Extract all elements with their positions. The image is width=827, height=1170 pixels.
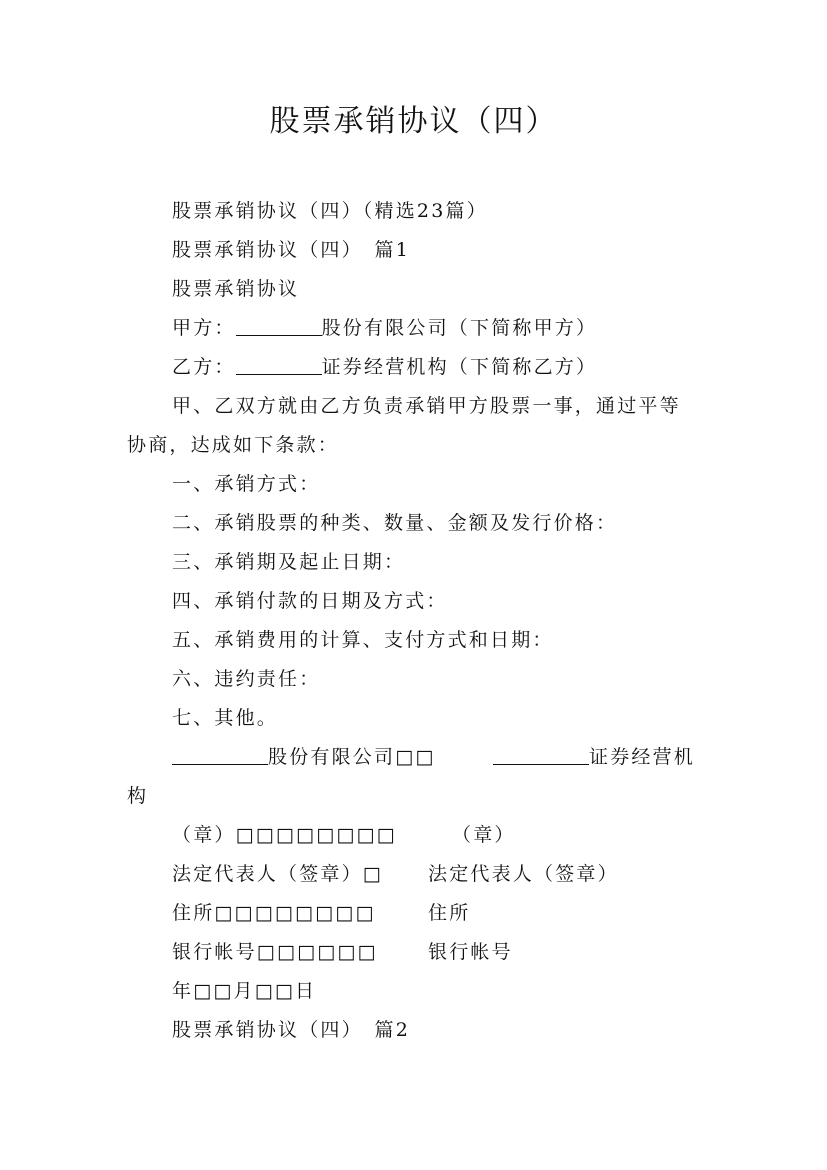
article-1-heading: 股票承销协议（四） 篇1 bbox=[172, 239, 410, 261]
sign-left-company: 股份有限公司□□ bbox=[268, 746, 436, 768]
signature-right-company bbox=[493, 744, 695, 770]
clause-1: 一、承销方式： bbox=[172, 473, 321, 495]
rep-right: 法定代表人（签章） bbox=[428, 863, 619, 885]
bank-right: 银行帐号 bbox=[428, 941, 513, 963]
seal-right: （章） bbox=[452, 824, 516, 846]
party-a-line bbox=[172, 315, 597, 341]
seal-left: （章）□□□□□□□□ bbox=[172, 824, 397, 846]
article-2-heading: 股票承销协议（四） 篇2 bbox=[172, 1019, 410, 1041]
preamble-line-2: 协商，达成如下条款： bbox=[127, 434, 340, 456]
party-a-suffix: 股份有限公司（下简称甲方） bbox=[321, 317, 598, 339]
sign-right-company-wrap: 构 bbox=[127, 785, 149, 807]
document-title: 股票承销协议（四） bbox=[269, 104, 558, 139]
party-a-blank bbox=[236, 315, 322, 336]
clause-4: 四、承销付款的日期及方式： bbox=[172, 590, 448, 612]
preamble-line-1: 甲、乙双方就由乙方负责承销甲方股票一事，通过平等 bbox=[172, 395, 681, 417]
clause-5: 五、承销费用的计算、支付方式和日期： bbox=[172, 629, 554, 651]
rep-left: 法定代表人（签章）□ bbox=[172, 863, 383, 885]
contract-name: 股票承销协议 bbox=[172, 278, 300, 300]
address-left: 住所□□□□□□□□ bbox=[172, 902, 376, 924]
sign-right-company: 证券经营机 bbox=[589, 746, 696, 768]
party-b-suffix: 证券经营机构（下简称乙方） bbox=[321, 356, 598, 378]
clause-3: 三、承销期及起止日期： bbox=[172, 551, 406, 573]
address-right: 住所 bbox=[428, 902, 471, 924]
document-subtitle: 股票承销协议（四）（精选23篇） bbox=[172, 200, 488, 222]
clause-2: 二、承销股票的种类、数量、金额及发行价格： bbox=[172, 512, 618, 534]
party-a-prefix: 甲方： bbox=[172, 317, 236, 339]
clause-7: 七、其他。 bbox=[172, 707, 279, 729]
sign-right-blank bbox=[493, 744, 589, 765]
date-line: 年□□月□□日 bbox=[172, 980, 317, 1002]
party-b-prefix: 乙方： bbox=[172, 356, 236, 378]
signature-company-line bbox=[172, 744, 436, 770]
bank-left: 银行帐号□□□□□□ bbox=[172, 941, 378, 963]
party-b-line bbox=[172, 354, 597, 380]
sign-left-blank bbox=[172, 744, 268, 765]
party-b-blank bbox=[236, 354, 322, 375]
clause-6: 六、违约责任： bbox=[172, 668, 321, 690]
